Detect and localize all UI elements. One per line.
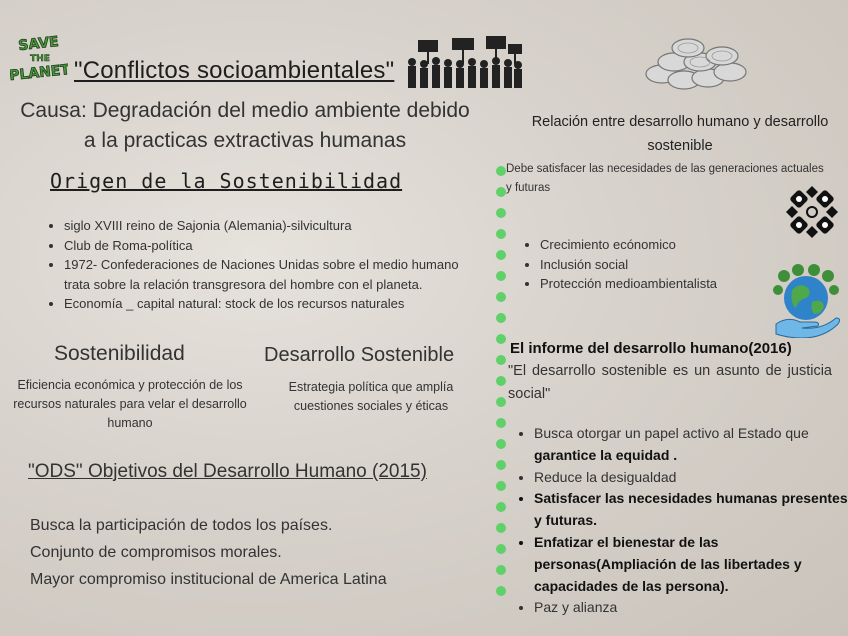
list-item: • Club de Roma-política [64, 236, 464, 256]
informe-item1-text: Busca otorgar un papel activo al Estado que [534, 425, 809, 441]
relacion-text: Debe satisfacer las necesidades de las generaciones actuales y futuras [506, 163, 824, 194]
desarrollo-sostenible-text: Estrategia política que amplía cuestiones sociales y éticas [288, 380, 454, 413]
list-item: • Crecimiento ecónomico [540, 235, 717, 255]
list-item: • Economía _ capital natural: stock de los recursos naturales [64, 294, 464, 314]
save-logo-line2: THE [30, 54, 50, 64]
timeline-dot [496, 376, 506, 386]
list-item: • Reduce la desigualdad [534, 467, 848, 489]
sostenibilidad-text: Eficiencia económica y protección de los recursos naturales para velar el desarrollo humano [13, 378, 247, 430]
timeline-dot [496, 250, 506, 260]
list-item: • Inclusión social [540, 255, 717, 275]
timeline-dot [496, 313, 506, 323]
origen-title: Origen de la Sostenibilidad [50, 169, 403, 193]
informe-item1-bold: garantice la equidad . [534, 446, 678, 463]
timeline-dot [496, 544, 506, 554]
timeline-dot [496, 586, 506, 596]
timeline-dot [496, 481, 506, 491]
list-item: • Paz y alianza [534, 597, 848, 619]
holding-hands-icon [778, 178, 846, 246]
sostenibilidad-title: Sostenibilidad [54, 342, 185, 365]
timeline-dot [496, 334, 506, 344]
timeline-dot [496, 439, 506, 449]
relacion-title: Relación entre desarrollo humano y desarrollo sostenible [531, 114, 829, 154]
save-the-planet-logo [10, 33, 68, 85]
ods-line: Conjunto de compromisos morales. [30, 544, 282, 561]
save-logo-line3: PLANET [10, 61, 68, 85]
origen-list [48, 216, 464, 314]
timeline-dot [496, 208, 506, 218]
ods-line: Mayor compromiso institucional de America Latina [30, 571, 387, 588]
timeline-dot [496, 397, 506, 407]
timeline-dot [496, 502, 506, 512]
page-title: "Conflictos socioambientales" [74, 57, 395, 84]
timeline-dot [496, 292, 506, 302]
informe-title: El informe del desarrollo humano(2016) [510, 340, 792, 357]
timeline-dot [496, 418, 506, 428]
protest-crowd-icon [404, 34, 524, 90]
timeline-dot [496, 229, 506, 239]
list-item: • Protección medioambientalista [540, 274, 717, 294]
causa-text: Causa: Degradación del medio ambiente debido a la practicas extractivas humanas [20, 99, 470, 152]
timeline-dot [496, 460, 506, 470]
list-item: • siglo XVIII reino de Sajonia (Alemania)-silvicultura [64, 216, 464, 236]
coins-icon [644, 36, 750, 92]
timeline-dot [496, 355, 506, 365]
list-item: • Enfatizar el bienestar de las personas(Ampliación de las libertades y capacidades de las persona). [534, 532, 848, 597]
ods-title: "ODS" Objetivos del Desarrollo Humano (2015) [28, 461, 427, 482]
informe-quote: "El desarrollo sostenible es un asunto de justicia social" [508, 363, 832, 402]
list-item [534, 423, 848, 467]
list-item: • 1972- Confederaciones de Naciones Unidas sobre el medio humano trata sobre la relación transgresora del hombre con el planeta. [64, 255, 464, 294]
ods-lines [30, 512, 387, 593]
timeline-dot [496, 565, 506, 575]
timeline-dot [496, 271, 506, 281]
ods-line: Busca la participación de todos los países. [30, 517, 333, 534]
timeline-dot [496, 187, 506, 197]
save-logo-line1: SAVE [17, 33, 60, 55]
timeline-dot [496, 166, 506, 176]
globe-in-hand-icon [770, 264, 842, 338]
desarrollo-sostenible-title: Desarrollo Sostenible [264, 344, 455, 366]
timeline-dot [496, 523, 506, 533]
relacion-list [524, 235, 717, 294]
list-item: • Satisfacer las necesidades humanas presentes y futuras. [534, 488, 848, 532]
informe-list [518, 423, 848, 619]
